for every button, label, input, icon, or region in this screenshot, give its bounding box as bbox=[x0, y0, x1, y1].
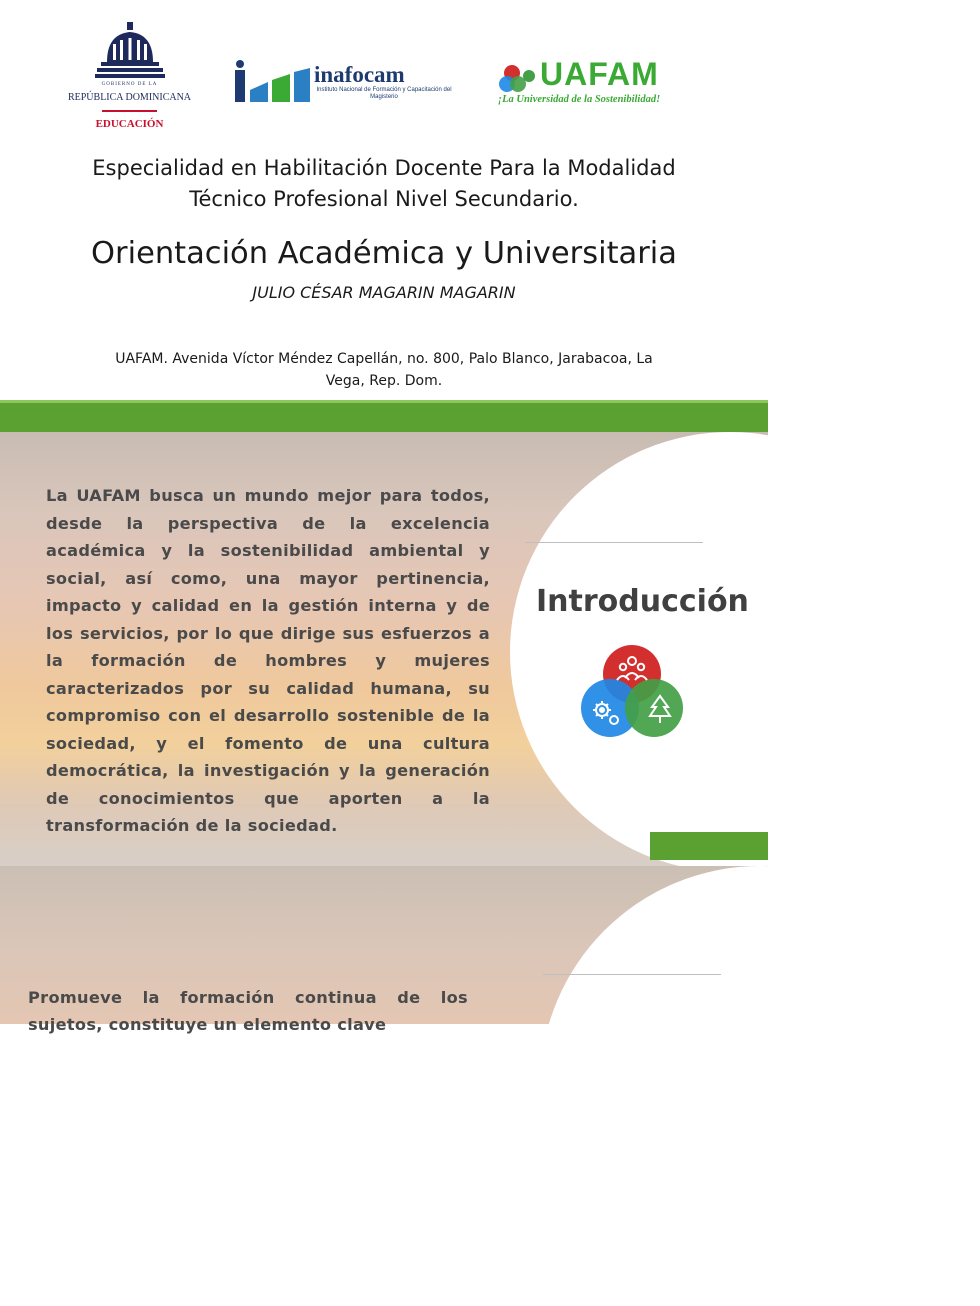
heading-rule bbox=[525, 542, 703, 543]
gobierno-logo bbox=[52, 22, 207, 134]
next-slide bbox=[0, 866, 768, 1034]
inafocam-name: inafocam bbox=[314, 62, 405, 87]
sustainability-venn-graphic bbox=[580, 644, 684, 740]
sustainability-venn-icon bbox=[498, 64, 538, 94]
white-circle-panel bbox=[540, 866, 980, 1306]
capitol-dome-icon bbox=[95, 22, 165, 80]
introduction-body: La UAFAM busca un mundo mejor para todos, desde la perspectiva de la excelencia académica y la sostenibilidad ambiental y social, así como, una mayor pertinencia, impacto y calidad en la gestión interna y de los servicios, por lo que dirige sus esfuerzos a la formación de hombres y mujeres caracterizados por su calidad humana, su compromiso con el desarrollo sostenible de la sociedad, y el fomento de una cultura democrática, la investigación y la generación de conocimientos que aporten a la transformación de la sociedad. bbox=[46, 486, 490, 835]
uafam-name: UAFAM bbox=[540, 56, 659, 92]
heading-rule bbox=[543, 974, 721, 975]
cover-subtitle-line2: Técnico Profesional Nivel Secundario. bbox=[189, 187, 579, 211]
cover-title: Orientación Académica y Universitaria bbox=[91, 236, 677, 271]
gobierno-divider bbox=[102, 110, 157, 112]
introduction-heading: Introducción bbox=[536, 584, 749, 619]
cover-subtitle bbox=[40, 153, 728, 215]
slide-bottom-bar bbox=[650, 832, 768, 860]
white-circle-panel bbox=[510, 432, 950, 872]
gobierno-line3: EDUCACIÓN bbox=[95, 118, 164, 130]
slide-top-bar bbox=[0, 400, 768, 432]
cover-subtitle-line1: Especialidad en Habilitación Docente Para la Modalidad bbox=[92, 156, 676, 180]
uafam-logo bbox=[496, 56, 706, 110]
cover-address bbox=[40, 348, 728, 392]
gobierno-line1: GOBIERNO DE LA bbox=[101, 82, 158, 87]
slide-top-bar-highlight bbox=[0, 400, 768, 403]
introduction-slide bbox=[0, 400, 768, 866]
inafocam-tagline: Instituto Nacional de Formación y Capacitación del Magisterio bbox=[316, 87, 452, 100]
cover-address-line1: UAFAM. Avenida Víctor Méndez Capellán, no. 800, Palo Blanco, Jarabacoa, La bbox=[115, 351, 653, 367]
cover-slide bbox=[0, 0, 768, 400]
next-slide-body: Promueve la formación continua de los sujetos, constituye un elemento clave bbox=[28, 988, 468, 1034]
inafocam-logo bbox=[232, 58, 457, 106]
cover-address-line2: Vega, Rep. Dom. bbox=[325, 373, 443, 389]
bar-chart-icon bbox=[232, 60, 312, 102]
cover-author: JULIO CÉSAR MAGARIN MAGARIN bbox=[252, 283, 516, 302]
gobierno-line2: REPÚBLICA DOMINICANA bbox=[67, 92, 192, 103]
uafam-slogan: ¡La Universidad de la Sostenibilidad! bbox=[498, 94, 661, 105]
